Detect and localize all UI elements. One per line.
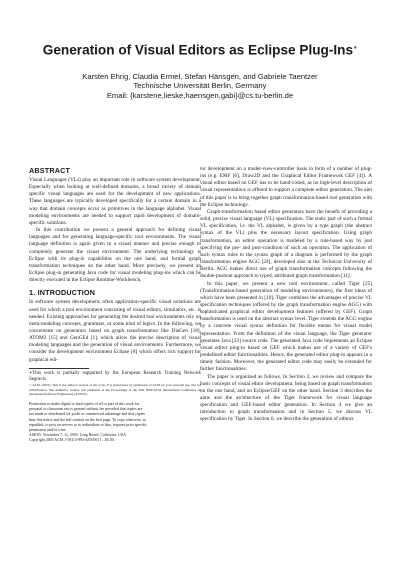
permission-line: republish, to post on servers or to redistribute to lists, requires prior specific	[29, 422, 147, 427]
intro-paragraph-continued: tor development on a model-view-controller basis in form of a number of plug-ins (e.g. EMF [6], Draw2D and the Graphical Editor Framework GEF [4]). A visual editor based on GEF has to be hand-coded, as no high-level description of visual representations is offered to support a complete editor generation. The aim of this paper is to bring together graph transformation-based tool generation with the Eclipse technology.	[200, 166, 372, 208]
right-column	[200, 166, 372, 424]
abstract-paragraph-1: Visual Languages (VLs) play an important role in software system development. Especially when looking at well-defined domains, a broad variety of domain specific visual languages are used for the development of new applications. These languages are typically developed specifically for a certain domain in a way that domain concepts occur as primitives in the language alphabet. Visual modeling environments are needed to support rapid development of domain-specific solutions.	[29, 177, 201, 226]
author-email: Email: {karstene,lieske,haensgen,gabi}@cs.tu-berlin.de	[106, 90, 294, 100]
conference-line: ASE'05, November 7–11, 2005, Long Beach, California, USA.	[29, 432, 127, 437]
abstract-heading: ABSTRACT	[29, 166, 71, 175]
permission-line: personal or classroom use is granted without fee provided that copies are	[29, 407, 143, 412]
author-block	[20, 72, 380, 100]
paper-title	[20, 40, 380, 59]
copyright-line: Copyright 2005 ACM 1-58113-993-4/05/0011 ...$5.00.	[29, 437, 115, 442]
footnote-rule	[29, 368, 89, 369]
intro-paragraph-1: In software system development, often application-specific visual notations are used for which a tool environment consisting of visual editors, simulators, etc. is needed. Existing approaches for generating the desired tool environments rely on meta-modeling concepts, grammars, or some kind of logics. In the following, we concentrate on generators based on graph transformation like DiaGen [18], ATOM3 [15] and GenGEd [1], which allow the precise description of visual modeling languages and the generation of visual environments. Furthermore, we consider the development environment Eclipse [8] which offers rich support for graphical edi-	[29, 299, 201, 363]
intro-paragraph-3: In this paper, we present a new tool environment, called Tiger [25] (Transformation-based generation of modeling environments), the first ideas of which have been presented in [10]. Tiger combines the advantages of precise VL specification techniques (offered by the graph transformation engine AGG) with sophisticated graphical editor development features (offered by GEF). Graph transformation is used on the abstract syntax level. Tiger extends the AGG engine by a concrete visual syntax definition for flexible means for visual model representation. From the definition of the visual language, the Tiger generator generates Java [23] source code. The generated Java code implements an Eclipse visual editor plug-in based on GEF which makes use of a variety of GEF's predefined editor functionalities. Hence, the generated editor plug-in appears in a timely fashion. Moreover, the generated editor code may easily be extended for further functionalities.	[200, 280, 372, 373]
left-column	[29, 166, 201, 443]
abstract-paragraph-2: In this contribution we present a general approach for defining visual languages and for generating language-specific tool environments. The visual language definition is again given in a visual manner and precise enough to completely generate the visual environment. The underlying technology is Eclipse with its plug-in capabilities on the one hand, and formal graph transformation techniques on the other hand. More precisely, we present an Eclipse plug-in generating Java code for visual modeling plug-ins which can be directly executed in the Eclipse Runtime-Workbench.	[29, 227, 201, 284]
permission-line: Permission to make digital or hard copies of all or part of this work for	[29, 402, 140, 407]
author-names: Karsten Ehrig, Claudia Ermel, Stefan Hänsgen, and Gabriele Taentzer	[82, 72, 318, 81]
intro-paragraph-2: Graph-transformation based editor generators have the benefit of providing a solid, precise visual language (VL) specification. The static part of such a formal VL specification, i.e. the VL alphabet, is given by a type graph (the abstract syntax of the VL) plus the necessary layout specification. Using graph transformation, an editor operation is modeled by a rule-based way by just specifying the pre- and post-condition of such an operation. The application of such syntax rules to the syntax graph of a diagram is performed by the graph transformation engine AGG [24], developed also at the Technical University of Berlin. AGG makes direct use of graph transformation concepts following the double-pushout approach to typed, attributed graph transformation [11].	[200, 208, 372, 280]
permission-line: not made or distributed for profit or commercial advantage and that copies	[29, 412, 145, 417]
permission-block	[29, 402, 201, 443]
permission-line: bear this notice and the full citation on the first page. To copy otherwise, to	[29, 417, 146, 422]
paper-title-text: Generation of Visual Editors as Eclipse Plug-Ins	[42, 42, 354, 58]
author-affiliation: Technische Universität Berlin, Germany	[133, 81, 267, 91]
intro-paragraph-4: The paper is organized as follows. In Section 2, we review and compare the basic concepts of visual editor development, being based on graph transformation on the one hand, and on Eclipse/GEF on the other hand. Section 3 describes the aims and the architecture of the Tiger framework for visual language specification and GEF-based editor generation. In Section 4 we give an introduction to graph transformation and in Section 5, we discuss VL specification by Tiger. In Section 6, we describe the generation of editors	[200, 373, 372, 423]
footnote-copyright: © ACM, (2005). This is the author's version of the work. It is posted here by permission of ACM for your personal use. Not for redistribution. The definitive version was published in the Proceedings of the 20th IEEE/ACM International Conference on Automated Software Engineering (ASE'05).	[29, 383, 201, 396]
footnote-funding: ∗This work is partially supported by the European Research Training Network Segravis.	[29, 370, 201, 383]
permission-line: permission and/or a fee.	[29, 427, 67, 432]
introduction-heading: 1. INTRODUCTION	[29, 288, 96, 298]
title-footnote-mark: ∗	[353, 45, 358, 51]
